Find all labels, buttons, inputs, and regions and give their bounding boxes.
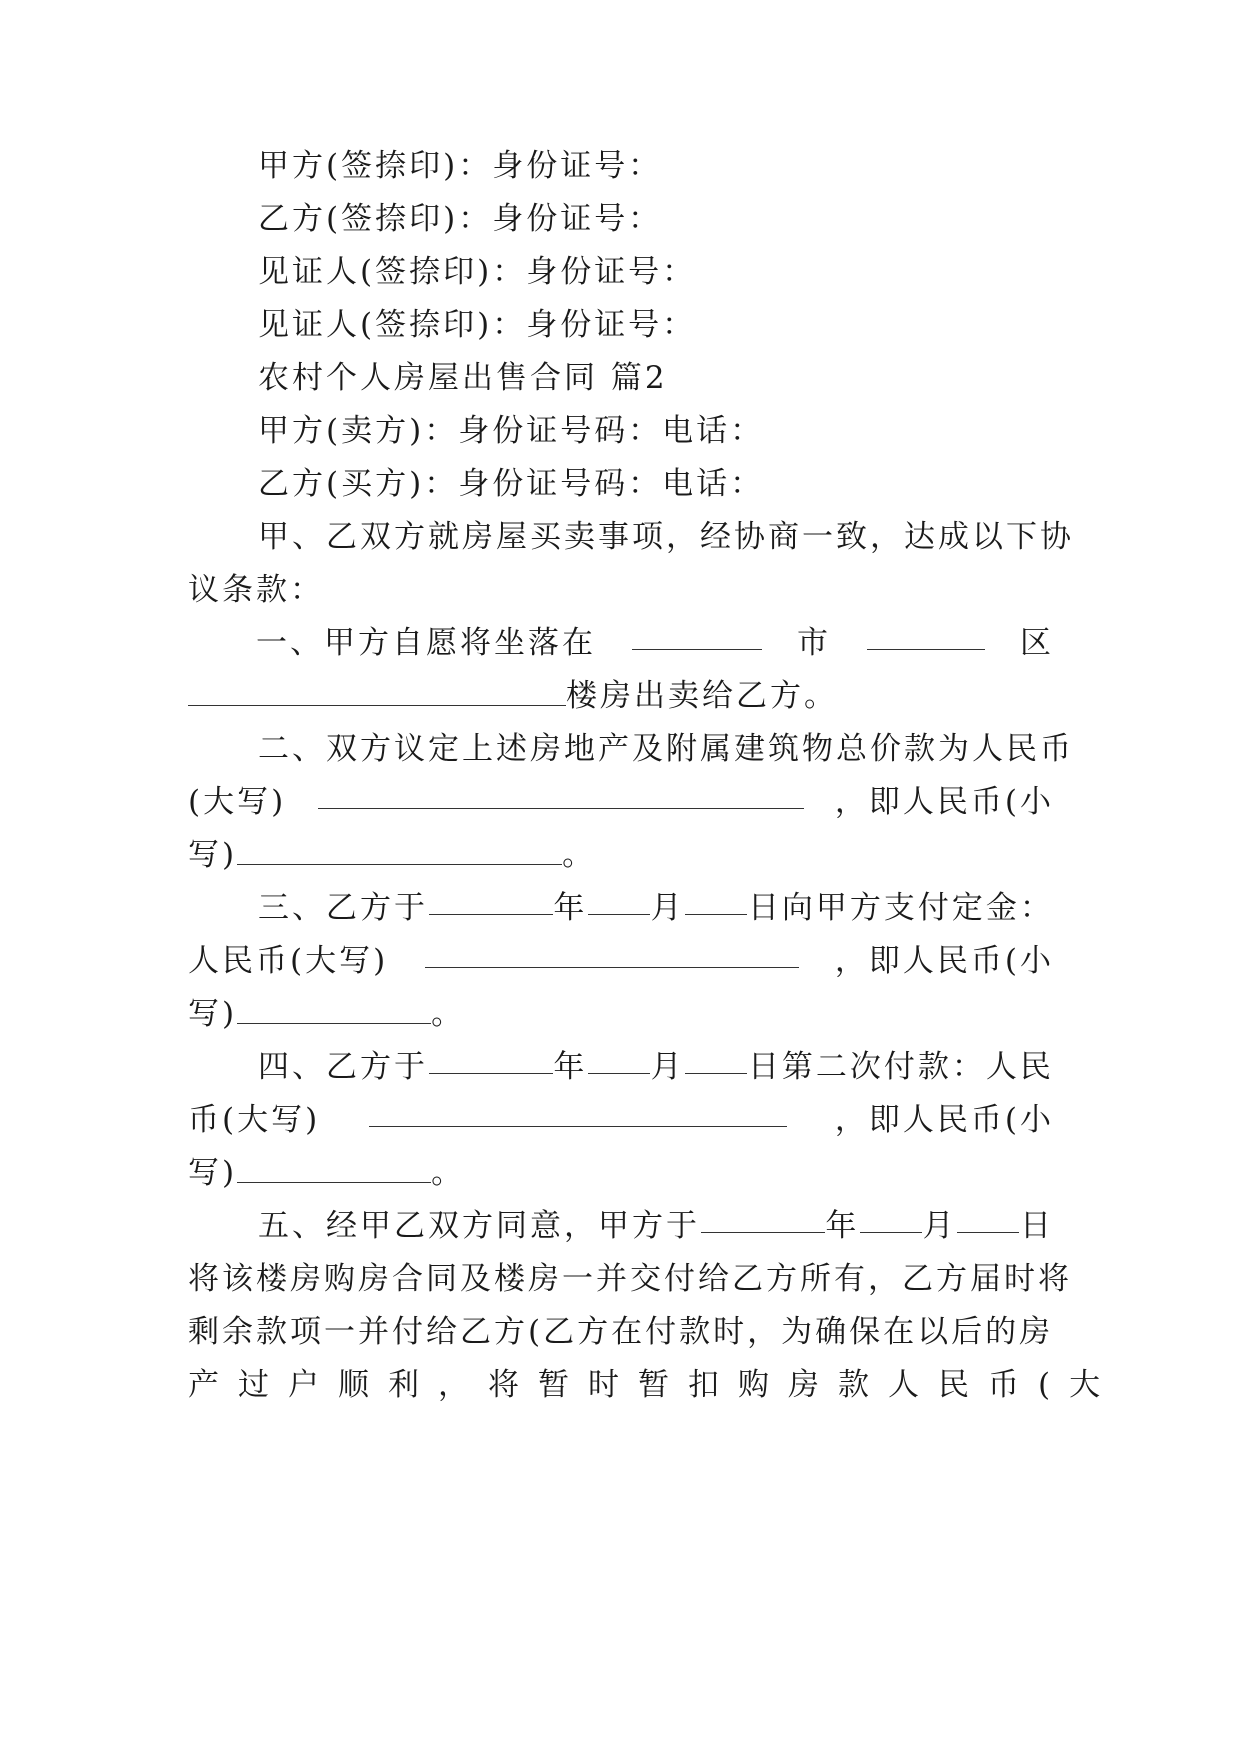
clause-4-line-2 [188,1100,1054,1140]
clause-1-line-2 [188,676,838,716]
second-payment-label: 日第二次付款：人民 [747,1049,1054,1085]
second-payment-lowercase-blank [237,1156,431,1183]
amount-uppercase-blank [318,782,804,809]
amount-uppercase-label: (大写) [188,784,287,820]
buyer-info-line: 乙方(买方)：身份证号码：电话： [258,466,765,502]
city-blank [632,623,762,650]
deposit-uppercase-blank [425,941,799,968]
period-mark: 。 [431,1155,466,1191]
second-payment-uppercase-label: 币(大写) [188,1102,321,1138]
clause-2-line-3 [188,835,596,875]
day-label: 日 [1019,1208,1054,1244]
deposit-lowercase-label: ，即人民币(小 [834,943,1054,979]
second-payment-month-blank [588,1047,650,1074]
clause-3-line-3 [188,994,465,1034]
second-payment-year-blank [429,1047,553,1074]
write-label: 写) [188,996,238,1032]
year-label: 年 [553,890,588,926]
deposit-uppercase-label: 人民币(大写) [188,943,389,979]
preamble-line-2: 议条款： [188,572,324,608]
clause-1-line-1 [188,623,1054,663]
year-label: 年 [553,1049,588,1085]
deposit-year-blank [429,888,553,915]
year-label: 年 [825,1208,860,1244]
party-b-signature-line: 乙方(签捺印)：身份证号： [258,201,663,237]
witness-signature-line-2: 见证人(签捺印)：身份证号： [258,307,697,343]
amount-lowercase-label: ，即人民币(小 [834,784,1054,820]
period-mark: 。 [562,837,597,873]
clause-5-line-2: 将该楼房购房合同及楼房一并交付给乙方所有，乙方届时将 [188,1261,1072,1297]
month-label: 月 [650,1049,685,1085]
handover-month-blank [860,1206,922,1233]
clause-1-text: 一、甲方自愿将坐落在 [256,625,596,661]
clause-3-line-1 [188,888,1054,928]
month-label: 月 [650,890,685,926]
handover-day-blank [957,1206,1019,1233]
deposit-lowercase-blank [237,997,431,1024]
clause-3-text: 三、乙方于 [258,890,428,926]
deposit-label: 日向甲方支付定金： [747,890,1054,926]
clause-1-end: 楼房出卖给乙方。 [566,678,838,714]
clause-4-line-1 [188,1047,1054,1087]
period-mark: 。 [431,996,466,1032]
clause-5-line-3: 剩余款项一并付给乙方(乙方在付款时，为确保在以后的房 [188,1314,1054,1350]
witness-signature-line-1: 见证人(签捺印)：身份证号： [258,254,697,290]
amount-lowercase-blank [237,838,562,865]
clause-2-line-2 [188,782,1054,822]
clause-5-text: 五、经甲乙双方同意，甲方于 [258,1208,700,1244]
second-payment-lowercase-label: ，即人民币(小 [834,1102,1054,1138]
clause-4-text: 四、乙方于 [258,1049,428,1085]
preamble-line-1: 甲、乙双方就房屋买卖事项，经协商一致，达成以下协 [258,519,1074,555]
month-label: 月 [922,1208,957,1244]
location-blank [188,679,566,706]
write-label: 写) [188,1155,238,1191]
handover-year-blank [701,1206,825,1233]
clause-5-line-4: 产过户顺利，将暂时暂扣购房款人民币(大 [188,1367,1120,1403]
write-label: 写) [188,837,238,873]
deposit-month-blank [588,888,650,915]
party-a-signature-line: 甲方(签捺印)：身份证号： [258,148,663,184]
contract-title: 农村个人房屋出售合同 篇2 [258,360,668,396]
clause-4-line-3 [188,1153,465,1193]
city-label: 市 [797,625,831,661]
district-label: 区 [1020,625,1054,661]
clause-3-line-2 [188,941,1054,981]
seller-info-line: 甲方(卖方)：身份证号码：电话： [258,413,765,449]
clause-2-line-1: 二、双方议定上述房地产及附属建筑物总价款为人民币 [258,731,1074,767]
district-blank [867,623,985,650]
clause-5-line-1 [188,1206,1054,1246]
deposit-day-blank [685,888,747,915]
second-payment-uppercase-blank [369,1100,787,1127]
second-payment-day-blank [685,1047,747,1074]
